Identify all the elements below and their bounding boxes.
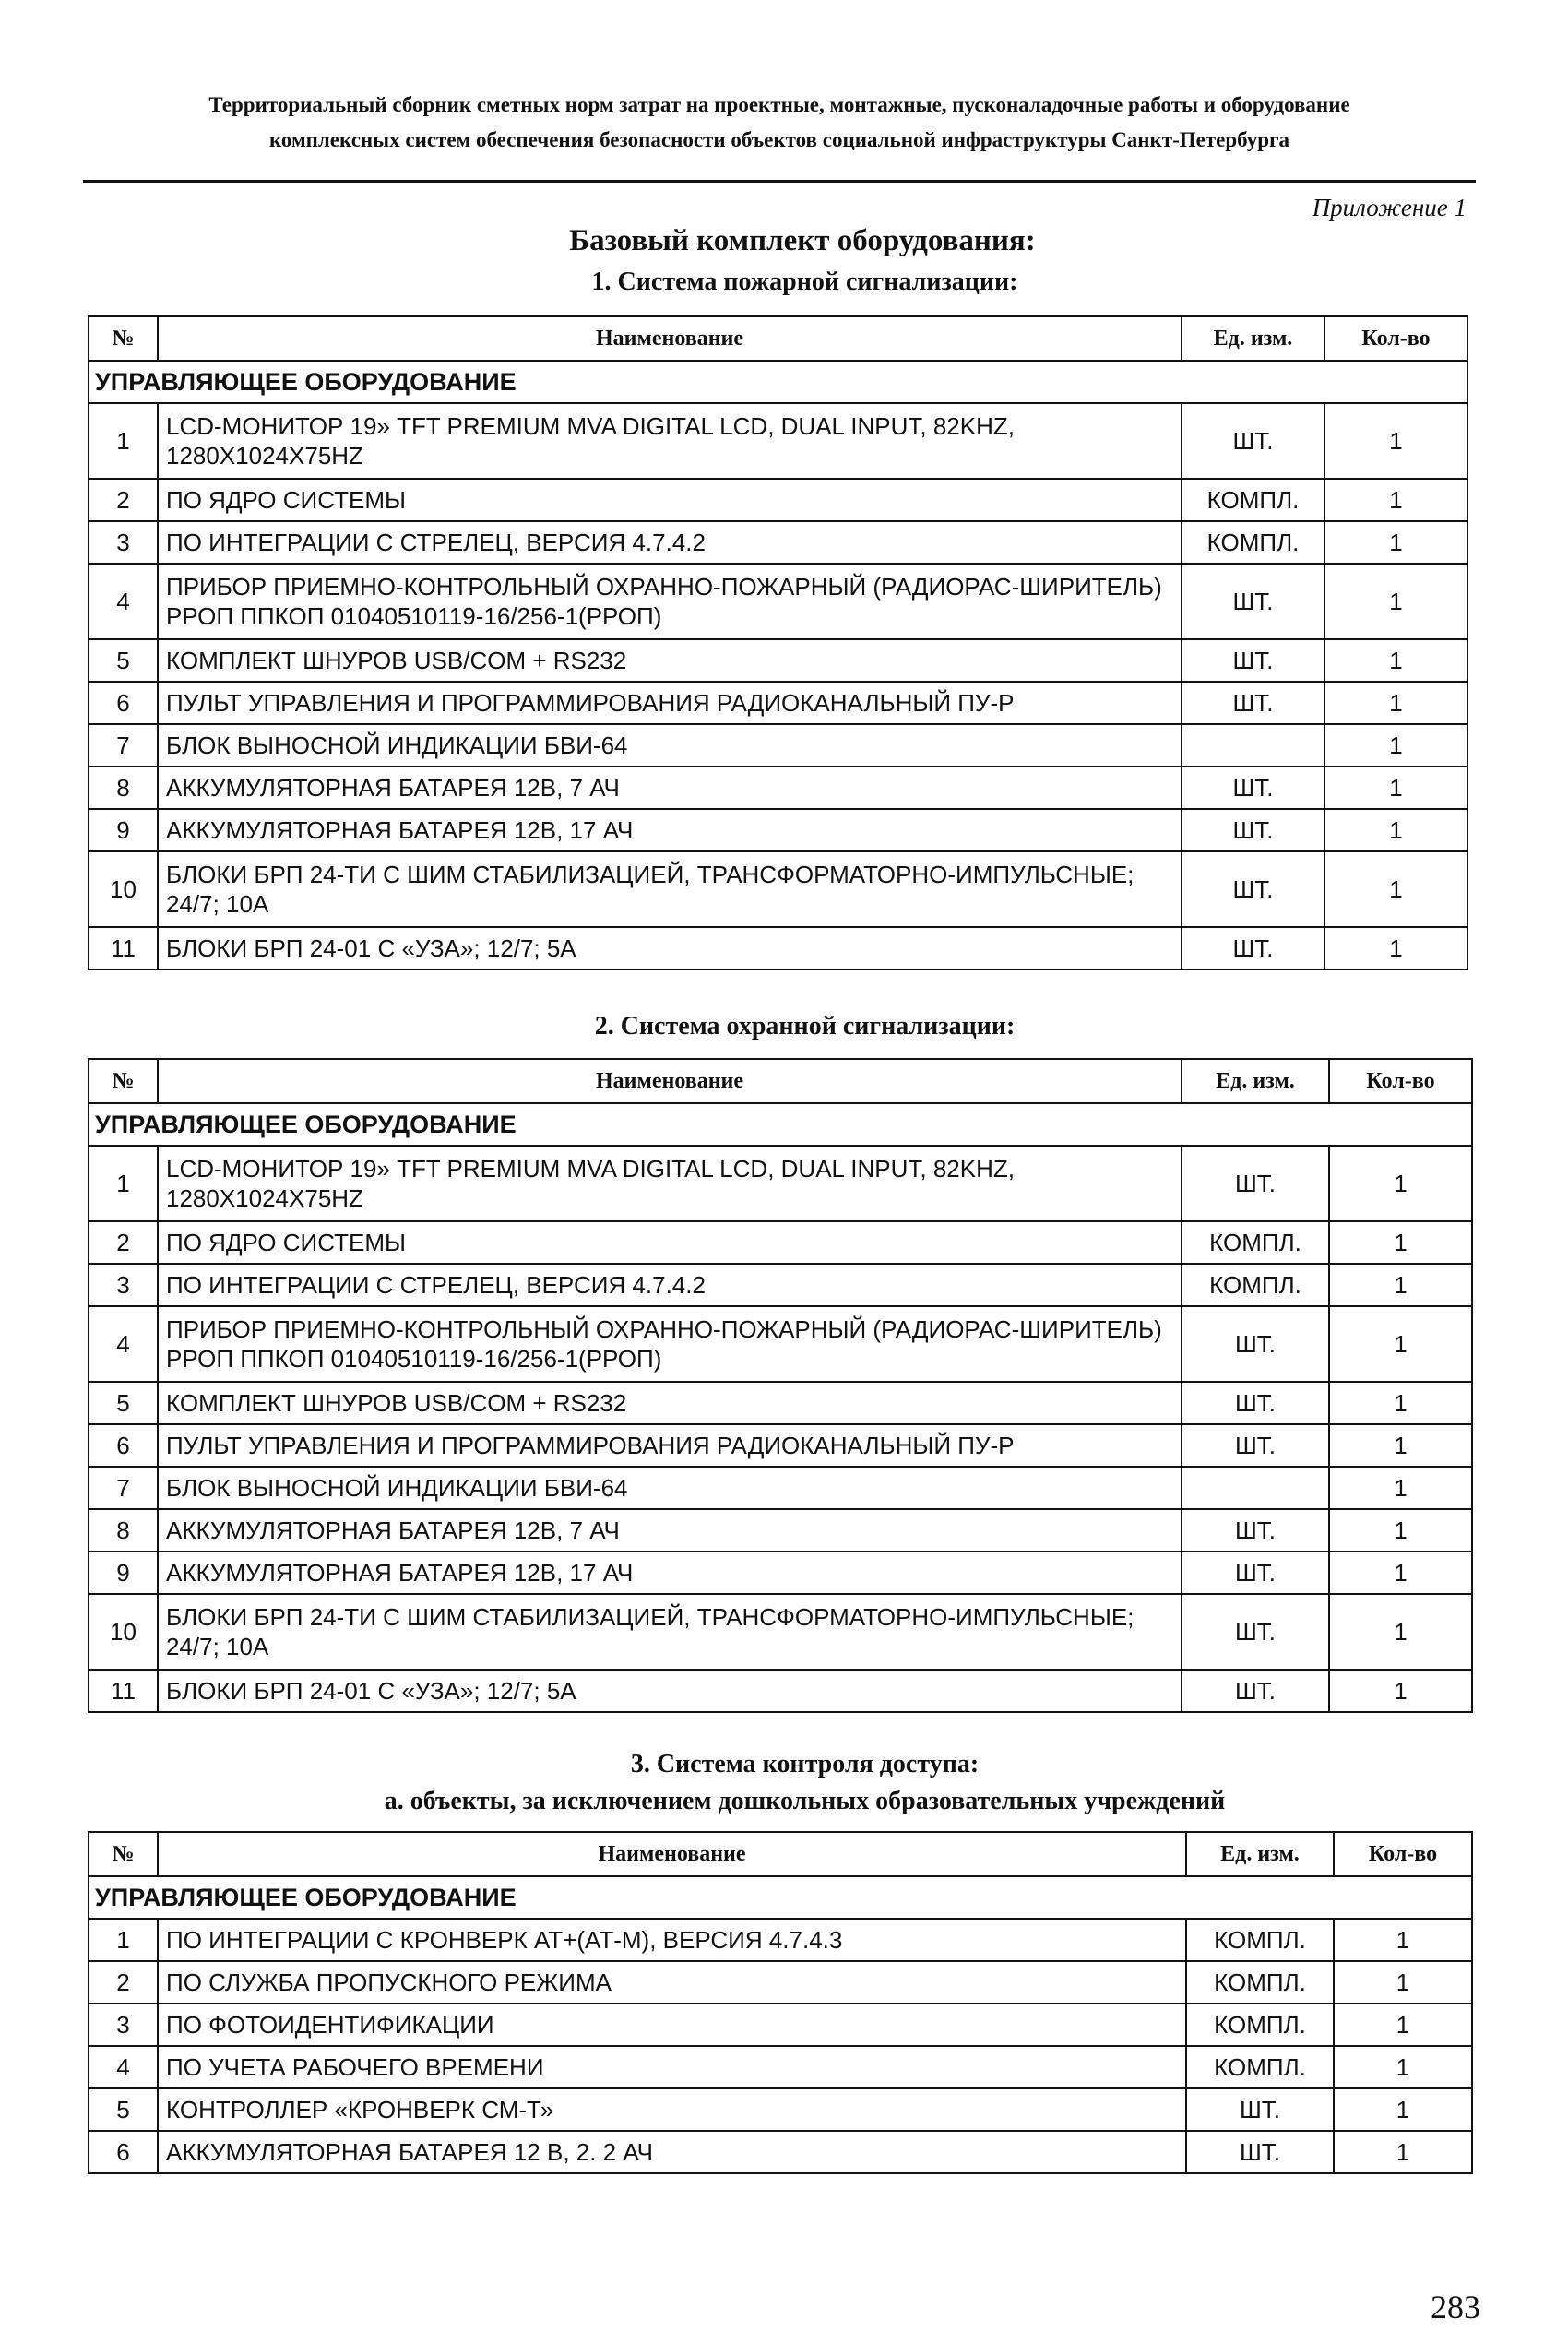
table-header-row	[89, 316, 1467, 361]
row-number: 1	[89, 1919, 158, 1961]
item-name: ПУЛЬТ УПРАВЛЕНИЯ И ПРОГРАММИРОВАНИЯ РАДИОКАНАЛЬНЫЙ ПУ-Р	[158, 682, 1182, 724]
table-row	[89, 1146, 1472, 1221]
column-header-unit: Ед. изм.	[1182, 1059, 1329, 1103]
table-row	[89, 1594, 1472, 1670]
table-row	[89, 1467, 1472, 1509]
item-name: БЛОКИ БРП 24-ТИ С ШИМ СТАБИЛИЗАЦИЕЙ, ТРАНСФОРМАТОРНО-ИМПУЛЬСНЫЕ; 24/7; 10А	[158, 851, 1182, 927]
page-number: 283	[1431, 2289, 1480, 2325]
item-quantity: 1	[1324, 851, 1467, 927]
item-unit: КОМПЛ.	[1182, 1264, 1329, 1306]
item-unit: КОМПЛ.	[1186, 2046, 1334, 2088]
table-row	[89, 767, 1467, 809]
item-quantity: 1	[1324, 479, 1467, 521]
item-name: БЛОКИ БРП 24-ТИ С ШИМ СТАБИЛИЗАЦИЕЙ, ТРАНСФОРМАТОРНО-ИМПУЛЬСНЫЕ; 24/7; 10А	[158, 1594, 1182, 1670]
item-quantity: 1	[1329, 1552, 1472, 1594]
item-quantity: 1	[1329, 1670, 1472, 1712]
group-row	[89, 1103, 1472, 1146]
item-quantity: 1	[1334, 2088, 1472, 2131]
item-name: АККУМУЛЯТОРНАЯ БАТАРЕЯ 12В, 17 АЧ	[158, 809, 1182, 851]
item-name: АККУМУЛЯТОРНАЯ БАТАРЕЯ 12 В, 2. 2 АЧ	[158, 2131, 1186, 2173]
item-quantity: 1	[1329, 1264, 1472, 1306]
row-number: 11	[89, 1670, 158, 1712]
item-quantity: 1	[1324, 682, 1467, 724]
item-quantity: 1	[1324, 639, 1467, 682]
table-row	[89, 1509, 1472, 1552]
column-header-num: №	[89, 1059, 158, 1103]
item-name: БЛОК ВЫНОСНОЙ ИНДИКАЦИИ БВИ-64	[158, 1467, 1182, 1509]
row-number: 7	[89, 724, 158, 767]
column-header-name: Наименование	[158, 1059, 1182, 1103]
item-quantity: 1	[1334, 1919, 1472, 1961]
item-unit: ШТ.	[1182, 767, 1324, 809]
item-quantity: 1	[1334, 2004, 1472, 2046]
item-unit: ШТ.	[1186, 2088, 1334, 2131]
item-unit	[1182, 1467, 1329, 1509]
item-name: ПРИБОР ПРИЕМНО-КОНТРОЛЬНЫЙ ОХРАННО-ПОЖАРНЫЙ (РАДИОРАС-ШИРИТЕЛЬ) РРОП ППКОП 01040510119-16/256-1(РРОП)	[158, 564, 1182, 639]
item-name: АККУМУЛЯТОРНАЯ БАТАРЕЯ 12В, 17 АЧ	[158, 1552, 1182, 1594]
column-header-num: №	[89, 316, 158, 361]
table-row	[89, 479, 1467, 521]
column-header-qty: Кол-во	[1329, 1059, 1472, 1103]
table-row	[89, 2088, 1472, 2131]
header-line-1: Территориальный сборник сметных норм затрат на проектные, монтажные, пусконаладочные работы и оборудование	[208, 93, 1350, 116]
group-label: УПРАВЛЯЮЩЕЕ ОБОРУДОВАНИЕ	[89, 361, 1467, 403]
item-unit: КОМПЛ.	[1186, 2004, 1334, 2046]
row-number: 5	[89, 1382, 158, 1424]
item-unit: КОМПЛ.	[1182, 479, 1324, 521]
item-name: LCD-МОНИТОР 19» TFT PREMIUM MVA DIGITAL LCD, DUAL INPUT, 82KHZ, 1280X1024X75HZ	[158, 403, 1182, 479]
row-number: 10	[89, 1594, 158, 1670]
header-line-2: комплексных систем обеспечения безопасности объектов социальной инфраструктуры Санкт-Петербурга	[268, 128, 1290, 151]
table-row	[89, 1221, 1472, 1264]
item-unit: ШТ.	[1182, 1670, 1329, 1712]
item-name: АККУМУЛЯТОРНАЯ БАТАРЕЯ 12В, 7 АЧ	[158, 1509, 1182, 1552]
row-number: 5	[89, 2088, 158, 2131]
item-quantity: 1	[1324, 403, 1467, 479]
row-number: 4	[89, 2046, 158, 2088]
item-name: АККУМУЛЯТОРНАЯ БАТАРЕЯ 12В, 7 АЧ	[158, 767, 1182, 809]
table-row	[89, 564, 1467, 639]
item-quantity: 1	[1329, 1306, 1472, 1382]
security-alarm-table	[88, 1058, 1473, 1713]
item-unit: ШТ.	[1182, 1509, 1329, 1552]
column-header-qty: Кол-во	[1324, 316, 1467, 361]
table-row	[89, 1424, 1472, 1467]
item-name: LCD-МОНИТОР 19» TFT PREMIUM MVA DIGITAL LCD, DUAL INPUT, 82KHZ, 1280X1024X75HZ	[158, 1146, 1182, 1221]
row-number: 2	[89, 1961, 158, 2004]
group-label: УПРАВЛЯЮЩЕЕ ОБОРУДОВАНИЕ	[89, 1876, 1472, 1919]
item-quantity: 1	[1329, 1467, 1472, 1509]
table-row	[89, 1306, 1472, 1382]
item-quantity: 1	[1324, 927, 1467, 969]
appendix-label: Приложение 1	[1312, 194, 1467, 221]
item-quantity: 1	[1324, 724, 1467, 767]
section-2-title: 2. Система охранной сигнализации:	[594, 1012, 1016, 1041]
table-row	[89, 2004, 1472, 2046]
table-row	[89, 1382, 1472, 1424]
table-row	[89, 724, 1467, 767]
item-unit: КОМПЛ.	[1186, 1919, 1334, 1961]
row-number: 5	[89, 639, 158, 682]
table-row	[89, 403, 1467, 479]
row-number: 9	[89, 809, 158, 851]
group-row	[89, 1876, 1472, 1919]
item-unit: ШТ.	[1182, 851, 1324, 927]
row-number: 1	[89, 1146, 158, 1221]
page-title: Базовый комплект оборудования:	[569, 224, 1036, 257]
table-row	[89, 2131, 1472, 2173]
item-unit: ШТ.	[1182, 1306, 1329, 1382]
item-quantity: 1	[1329, 1594, 1472, 1670]
column-header-name: Наименование	[158, 1832, 1186, 1876]
table-row	[89, 1552, 1472, 1594]
item-name: БЛОК ВЫНОСНОЙ ИНДИКАЦИИ БВИ-64	[158, 724, 1182, 767]
section-3-title: 3. Система контроля доступа:	[630, 1750, 980, 1778]
item-name: БЛОКИ БРП 24-01 С «УЗА»; 12/7; 5А	[158, 927, 1182, 969]
item-name: КОНТРОЛЛЕР «КРОНВЕРК СМ-Т»	[158, 2088, 1186, 2131]
row-number: 3	[89, 521, 158, 564]
table-row	[89, 682, 1467, 724]
item-unit: ШТ.	[1182, 1424, 1329, 1467]
item-name: ПО УЧЕТА РАБОЧЕГО ВРЕМЕНИ	[158, 2046, 1186, 2088]
column-header-name: Наименование	[158, 316, 1182, 361]
item-name: КОМПЛЕКТ ШНУРОВ USB/COM + RS232	[158, 1382, 1182, 1424]
table-row	[89, 2046, 1472, 2088]
item-unit: ШТ.	[1182, 403, 1324, 479]
row-number: 2	[89, 1221, 158, 1264]
item-quantity: 1	[1334, 2046, 1472, 2088]
fire-alarm-table	[88, 315, 1468, 970]
item-name: ПО ЯДРО СИСТЕМЫ	[158, 1221, 1182, 1264]
item-quantity: 1	[1329, 1424, 1472, 1467]
table-header-row	[89, 1832, 1472, 1876]
item-unit: ШТ.	[1182, 564, 1324, 639]
item-unit: КОМПЛ.	[1182, 1221, 1329, 1264]
item-quantity: 1	[1329, 1509, 1472, 1552]
column-header-unit: Ед. изм.	[1186, 1832, 1334, 1876]
column-header-unit: Ед. изм.	[1182, 316, 1324, 361]
table-row	[89, 1670, 1472, 1712]
item-unit: ШТ.	[1182, 1146, 1329, 1221]
item-unit: ШТ.	[1186, 2131, 1334, 2173]
item-name: КОМПЛЕКТ ШНУРОВ USB/COM + RS232	[158, 639, 1182, 682]
row-number: 6	[89, 1424, 158, 1467]
table-row	[89, 1961, 1472, 2004]
item-unit: ШТ.	[1182, 1552, 1329, 1594]
table-row	[89, 521, 1467, 564]
table-row	[89, 1919, 1472, 1961]
item-name: ПРИБОР ПРИЕМНО-КОНТРОЛЬНЫЙ ОХРАННО-ПОЖАРНЫЙ (РАДИОРАС-ШИРИТЕЛЬ) РРОП ППКОП 01040510119-16/256-1(РРОП)	[158, 1306, 1182, 1382]
row-number: 11	[89, 927, 158, 969]
item-name: ПО СЛУЖБА ПРОПУСКНОГО РЕЖИМА	[158, 1961, 1186, 2004]
group-row	[89, 361, 1467, 403]
row-number: 10	[89, 851, 158, 927]
item-quantity: 1	[1329, 1221, 1472, 1264]
column-header-num: №	[89, 1832, 158, 1876]
item-unit: КОМПЛ.	[1182, 521, 1324, 564]
item-quantity: 1	[1324, 809, 1467, 851]
item-name: ПО ИНТЕГРАЦИИ С КРОНВЕРК АТ+(АТ-М), ВЕРСИЯ 4.7.4.3	[158, 1919, 1186, 1961]
item-name: ПО ФОТОИДЕНТИФИКАЦИИ	[158, 2004, 1186, 2046]
item-quantity: 1	[1324, 767, 1467, 809]
row-number: 7	[89, 1467, 158, 1509]
item-unit: ШТ.	[1182, 682, 1324, 724]
row-number: 3	[89, 2004, 158, 2046]
item-quantity: 1	[1334, 1961, 1472, 2004]
row-number: 9	[89, 1552, 158, 1594]
section-1-title: 1. Система пожарной сигнализации:	[591, 268, 1018, 296]
item-quantity: 1	[1334, 2131, 1472, 2173]
row-number: 1	[89, 403, 158, 479]
table-row	[89, 809, 1467, 851]
item-quantity: 1	[1329, 1146, 1472, 1221]
item-unit	[1182, 724, 1324, 767]
item-name: ПУЛЬТ УПРАВЛЕНИЯ И ПРОГРАММИРОВАНИЯ РАДИОКАНАЛЬНЫЙ ПУ-Р	[158, 1424, 1182, 1467]
item-quantity: 1	[1324, 564, 1467, 639]
table-row	[89, 927, 1467, 969]
row-number: 6	[89, 682, 158, 724]
item-unit: ШТ.	[1182, 927, 1324, 969]
item-unit: ШТ.	[1182, 809, 1324, 851]
item-unit: ШТ.	[1182, 1594, 1329, 1670]
item-name: БЛОКИ БРП 24-01 С «УЗА»; 12/7; 5А	[158, 1670, 1182, 1712]
row-number: 3	[89, 1264, 158, 1306]
section-3-subtitle: а. объекты, за исключением дошкольных образовательных учреждений	[384, 1787, 1226, 1815]
row-number: 8	[89, 767, 158, 809]
group-label: УПРАВЛЯЮЩЕЕ ОБОРУДОВАНИЕ	[89, 1103, 1472, 1146]
row-number: 4	[89, 564, 158, 639]
header-divider	[83, 180, 1476, 183]
item-name: ПО ИНТЕГРАЦИИ С СТРЕЛЕЦ, ВЕРСИЯ 4.7.4.2	[158, 521, 1182, 564]
item-unit: КОМПЛ.	[1186, 1961, 1334, 2004]
access-control-table	[88, 1831, 1473, 2174]
item-quantity: 1	[1329, 1382, 1472, 1424]
row-number: 4	[89, 1306, 158, 1382]
table-header-row	[89, 1059, 1472, 1103]
table-row	[89, 1264, 1472, 1306]
item-unit: ШТ.	[1182, 1382, 1329, 1424]
item-name: ПО ИНТЕГРАЦИИ С СТРЕЛЕЦ, ВЕРСИЯ 4.7.4.2	[158, 1264, 1182, 1306]
row-number: 8	[89, 1509, 158, 1552]
item-unit: ШТ.	[1182, 639, 1324, 682]
row-number: 2	[89, 479, 158, 521]
row-number: 6	[89, 2131, 158, 2173]
table-row	[89, 851, 1467, 927]
item-name: ПО ЯДРО СИСТЕМЫ	[158, 479, 1182, 521]
item-quantity: 1	[1324, 521, 1467, 564]
table-row	[89, 639, 1467, 682]
document-header	[88, 88, 1471, 158]
column-header-qty: Кол-во	[1334, 1832, 1472, 1876]
